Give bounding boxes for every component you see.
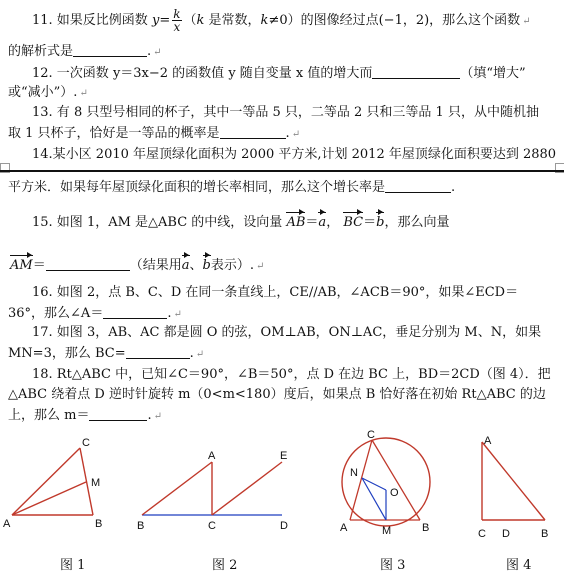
q15-vector-am: AM bbox=[10, 258, 33, 273]
fig2-caption bbox=[212, 554, 237, 573]
figures-panel bbox=[0, 430, 564, 570]
figure-1 bbox=[3, 437, 102, 530]
q17-text-2: MN=3，那么 BC= bbox=[8, 346, 126, 361]
q11-k1: k bbox=[196, 13, 205, 28]
fig4-label-a: A bbox=[484, 435, 492, 447]
fig3-caption bbox=[380, 554, 405, 573]
q11-y: y bbox=[151, 13, 160, 28]
q11-text-c: 是常数， bbox=[204, 13, 261, 28]
q11-text-b: （ bbox=[183, 13, 197, 28]
fig3-label-b: B bbox=[422, 522, 430, 534]
fig2-ab bbox=[142, 462, 212, 515]
q13-line2 bbox=[8, 124, 300, 144]
q18-line3 bbox=[8, 406, 162, 426]
q15-text-c: ，那么向量 bbox=[384, 215, 450, 230]
q15-vector-a2: a bbox=[181, 258, 190, 273]
return-mark: ↵ bbox=[153, 47, 162, 58]
q15-vector-ab: AB bbox=[286, 215, 306, 230]
q13-end: . bbox=[285, 126, 290, 141]
fig4-label-d: D bbox=[502, 528, 510, 540]
return-mark: ↵ bbox=[79, 88, 88, 99]
figure-3 bbox=[340, 430, 430, 537]
q15-vector-a: a bbox=[318, 215, 327, 230]
return-mark: ↵ bbox=[291, 129, 301, 140]
q11-answer-blank[interactable] bbox=[73, 42, 147, 57]
q15-vector-b: b bbox=[376, 215, 385, 230]
fig3-label-m: M bbox=[382, 525, 392, 537]
fig1-label-c: C bbox=[82, 437, 90, 449]
q15-eq-b: ＝ bbox=[363, 215, 377, 230]
fig3-label-n: N bbox=[350, 467, 358, 479]
q18-text-3: 上，那么 m＝ bbox=[8, 408, 90, 423]
q11-frac-num: k bbox=[173, 7, 181, 21]
fig2-label-e: E bbox=[280, 450, 288, 462]
q14-end: . bbox=[451, 180, 456, 195]
q13-text-2: 取 1 只杯子，恰好是一等品的概率是 bbox=[8, 126, 220, 141]
q18-end: . bbox=[147, 408, 152, 423]
fig4-label-b: B bbox=[541, 528, 549, 540]
q11-frac-den: x bbox=[173, 20, 181, 34]
q17-end: . bbox=[189, 346, 194, 361]
fig3-caption-text: 图 3 bbox=[380, 558, 406, 573]
q16-text: 16. 如图 2，点 B、C、D 在同一条直线上，CE//AB，∠ACB＝90°，如果∠ECD＝ bbox=[32, 285, 519, 300]
q11-k2: k bbox=[260, 13, 269, 28]
q14-line1 bbox=[32, 146, 556, 164]
return-mark: ↵ bbox=[255, 261, 265, 272]
q13-text: 13. 有 8 只型号相同的杯子，其中一等品 5 只，二等品 2 只和三等品 1 只，从中随机抽 bbox=[32, 105, 539, 120]
q11-end: . bbox=[147, 44, 152, 59]
return-mark: ↵ bbox=[153, 411, 162, 422]
q12-text: 12. 一次函数 y＝3x−2 的函数值 y 随自变量 x 值的增大而 bbox=[32, 66, 373, 81]
q11-text: 11. 如果反比例函数 bbox=[32, 13, 148, 28]
fig2-label-a: A bbox=[208, 450, 216, 462]
q15-vector-bc: BC bbox=[343, 215, 364, 230]
return-mark: ↵ bbox=[173, 309, 182, 320]
q11-eq: = bbox=[159, 13, 171, 28]
q16-answer-blank[interactable] bbox=[103, 304, 167, 319]
fig2-ce bbox=[212, 462, 282, 515]
fig1-am bbox=[12, 482, 86, 515]
q16-text-2: 36°，那么∠A＝ bbox=[8, 306, 104, 321]
q11-text-d: ≠0）的图像经过点(−1，2)，那么这个函数 bbox=[268, 13, 521, 28]
fig3-label-c: C bbox=[367, 430, 375, 441]
fig2-caption-text: 图 2 bbox=[212, 558, 238, 573]
return-mark: ↵ bbox=[195, 349, 205, 360]
figure-4 bbox=[478, 435, 548, 540]
figure-2 bbox=[137, 450, 288, 532]
q11-text-2: 的解析式是 bbox=[8, 44, 74, 59]
q12-line2 bbox=[8, 84, 88, 103]
q17-line1 bbox=[32, 324, 541, 342]
fig1-caption-text: 图 1 bbox=[60, 558, 86, 573]
q18-answer-blank[interactable] bbox=[89, 406, 147, 421]
q17-line2 bbox=[8, 344, 204, 364]
fig2-label-b: B bbox=[137, 520, 145, 532]
q15-line1 bbox=[32, 214, 449, 232]
q16-line2 bbox=[8, 304, 182, 324]
q15-text-2c: 、 bbox=[189, 258, 203, 273]
q18-line2 bbox=[8, 386, 546, 404]
q11-fraction bbox=[172, 8, 181, 33]
q15-line2 bbox=[10, 256, 264, 276]
q14-text-2: 平方米．如果每年屋顶绿化面积的增长率相同，那么这个增长率是 bbox=[8, 180, 386, 195]
q15-answer-blank[interactable] bbox=[46, 256, 130, 271]
fig2-label-c: C bbox=[208, 520, 216, 532]
fig1-ac bbox=[12, 448, 80, 515]
fig3-label-a: A bbox=[340, 522, 348, 534]
fig3-label-o: O bbox=[390, 487, 399, 499]
q18-text: 18. Rt△ABC 中，已知∠C＝90°，∠B＝50°，点 D 在边 BC 上，BD＝2CD（图 4）．把 bbox=[32, 367, 551, 382]
q16-end: . bbox=[167, 306, 172, 321]
q17-answer-blank[interactable] bbox=[126, 344, 190, 359]
fig1-label-b: B bbox=[95, 518, 103, 530]
q17-text: 17. 如图 3，AB、AC 都是圆 O 的弦，OM⊥AB，ON⊥AC，垂足分别为 M、N，如果 bbox=[32, 325, 542, 340]
q12-answer-blank[interactable] bbox=[372, 64, 460, 79]
q15-text-2d: 表示）. bbox=[210, 258, 254, 273]
fig2-label-d: D bbox=[280, 520, 288, 532]
q16-line1 bbox=[32, 284, 518, 302]
q14-text: 14.某小区 2010 年屋顶绿化面积为 2000 平方米,计划 2012 年屋顶绿化面积要达到 2880 bbox=[32, 147, 557, 162]
q15-eq-a: ＝ bbox=[305, 215, 319, 230]
q14-line2 bbox=[8, 178, 455, 197]
fig4-ab bbox=[482, 442, 545, 520]
q15-eq-m: ＝ bbox=[32, 258, 46, 273]
q15-sep: ， bbox=[326, 215, 340, 230]
fig1-caption bbox=[60, 554, 85, 573]
q11-line2 bbox=[8, 42, 162, 62]
q11-line1 bbox=[32, 8, 531, 33]
fig4-caption-text: 图 4 bbox=[506, 558, 532, 573]
q15-text-2: （结果用 bbox=[129, 258, 182, 273]
fig1-label-a: A bbox=[3, 518, 11, 530]
q12-text-end: （填“增大” bbox=[460, 66, 526, 81]
q14-answer-blank[interactable] bbox=[385, 178, 451, 193]
fig1-label-m: M bbox=[91, 477, 101, 489]
return-mark: ↵ bbox=[522, 16, 531, 27]
q18-text-2: △ABC 绕着点 D 逆时针旋转 m（0<m<180）度后，如果点 B 恰好落在初始 Rt△ABC 的边 bbox=[8, 387, 546, 402]
fig4-caption bbox=[506, 554, 531, 573]
page-break-rule bbox=[0, 170, 564, 172]
q13-answer-blank[interactable] bbox=[220, 124, 286, 139]
q15-text: 15. 如图 1，AM 是△ABC 的中线，设向量 bbox=[32, 215, 283, 230]
q12-line1 bbox=[32, 64, 526, 83]
q13-line1 bbox=[32, 104, 539, 122]
q18-line1 bbox=[32, 366, 551, 384]
q15-vector-b2: b bbox=[202, 258, 211, 273]
fig4-label-c: C bbox=[478, 528, 486, 540]
q12-text-2: 或“减小”）. bbox=[8, 85, 78, 100]
